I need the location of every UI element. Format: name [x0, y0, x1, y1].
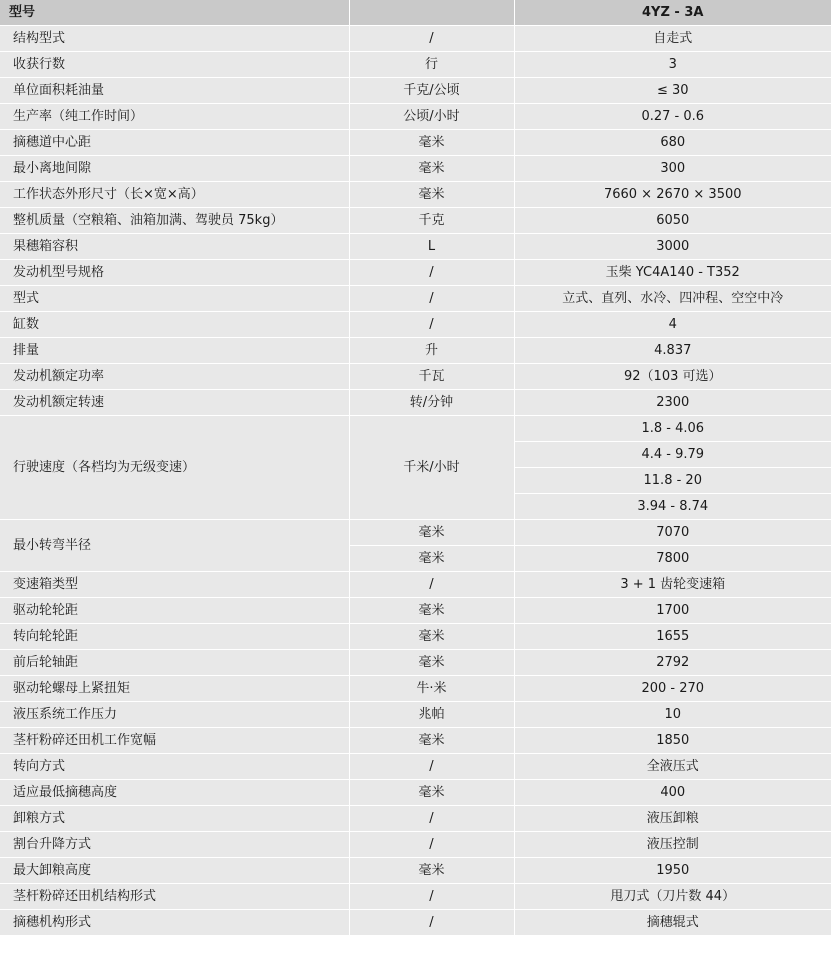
spec-name: 收获行数 [0, 52, 349, 78]
spec-name: 适应最低摘穗高度 [0, 780, 349, 806]
spec-name: 转向轮轮距 [0, 624, 349, 650]
spec-name: 前后轮轴距 [0, 650, 349, 676]
spec-unit: 公顷/小时 [349, 104, 514, 130]
table-row [0, 806, 831, 832]
table-row [0, 780, 831, 806]
spec-name: 排量 [0, 338, 349, 364]
spec-value: 200 - 270 [514, 676, 831, 702]
spec-unit: 兆帕 [349, 702, 514, 728]
spec-name: 结构型式 [0, 26, 349, 52]
spec-value: 玉柴 YC4A140 - T352 [514, 260, 831, 286]
spec-name: 最小离地间隙 [0, 156, 349, 182]
spec-unit: 毫米 [349, 130, 514, 156]
spec-value: 11.8 - 20 [514, 468, 831, 494]
spec-name: 生产率（纯工作时间） [0, 104, 349, 130]
table-row [0, 390, 831, 416]
spec-unit: / [349, 910, 514, 936]
spec-value: 10 [514, 702, 831, 728]
spec-value: 7660 × 2670 × 3500 [514, 182, 831, 208]
header-model-label: 型号 [0, 0, 349, 26]
table-row [0, 104, 831, 130]
table-row [0, 676, 831, 702]
spec-unit: L [349, 234, 514, 260]
spec-unit: 毫米 [349, 624, 514, 650]
spec-unit: 牛·米 [349, 676, 514, 702]
spec-unit: / [349, 572, 514, 598]
spec-name: 割台升降方式 [0, 832, 349, 858]
spec-unit: / [349, 884, 514, 910]
spec-unit: 毫米 [349, 598, 514, 624]
spec-unit: 毫米 [349, 546, 514, 572]
table-row [0, 624, 831, 650]
spec-value: 3 + 1 齿轮变速箱 [514, 572, 831, 598]
spec-value: 1.8 - 4.06 [514, 416, 831, 442]
spec-unit: 千克 [349, 208, 514, 234]
spec-value: 7070 [514, 520, 831, 546]
spec-value: 0.27 - 0.6 [514, 104, 831, 130]
table-row [0, 182, 831, 208]
spec-unit: 千克/公顷 [349, 78, 514, 104]
table-row [0, 208, 831, 234]
table-row [0, 26, 831, 52]
spec-value: 液压卸粮 [514, 806, 831, 832]
table-row [0, 858, 831, 884]
spec-name: 工作状态外形尺寸（长×宽×高） [0, 182, 349, 208]
spec-value: 全液压式 [514, 754, 831, 780]
spec-unit: 毫米 [349, 650, 514, 676]
spec-value: ≤ 30 [514, 78, 831, 104]
spec-name: 型式 [0, 286, 349, 312]
spec-name: 发动机型号规格 [0, 260, 349, 286]
spec-value: 4.4 - 9.79 [514, 442, 831, 468]
table-row [0, 832, 831, 858]
spec-unit: 升 [349, 338, 514, 364]
spec-name: 驱动轮轮距 [0, 598, 349, 624]
table-row [0, 234, 831, 260]
spec-value: 甩刀式（刀片数 44） [514, 884, 831, 910]
spec-value: 1655 [514, 624, 831, 650]
table-row [0, 52, 831, 78]
spec-name: 变速箱类型 [0, 572, 349, 598]
table-row [0, 260, 831, 286]
table-row [0, 78, 831, 104]
spec-name: 摘穗机构形式 [0, 910, 349, 936]
spec-name: 液压系统工作压力 [0, 702, 349, 728]
spec-unit: / [349, 806, 514, 832]
table-row [0, 312, 831, 338]
table-row [0, 416, 831, 442]
table-row [0, 702, 831, 728]
spec-name: 单位面积耗油量 [0, 78, 349, 104]
spec-name: 最小转弯半径 [0, 520, 349, 572]
header-row [0, 0, 831, 26]
spec-value: 3 [514, 52, 831, 78]
table-row [0, 156, 831, 182]
spec-unit: / [349, 832, 514, 858]
spec-name: 驱动轮螺母上紧扭矩 [0, 676, 349, 702]
table-row [0, 520, 831, 546]
spec-value: 92（103 可选） [514, 364, 831, 390]
spec-name: 果穗箱容积 [0, 234, 349, 260]
spec-name: 行驶速度（各档均为无级变速） [0, 416, 349, 520]
spec-name: 发动机额定功率 [0, 364, 349, 390]
spec-unit: / [349, 754, 514, 780]
spec-unit: 转/分钟 [349, 390, 514, 416]
spec-name: 卸粮方式 [0, 806, 349, 832]
spec-name: 茎杆粉碎还田机结构形式 [0, 884, 349, 910]
spec-value: 自走式 [514, 26, 831, 52]
spec-name: 茎杆粉碎还田机工作宽幅 [0, 728, 349, 754]
spec-name: 发动机额定转速 [0, 390, 349, 416]
table-row [0, 338, 831, 364]
spec-value: 400 [514, 780, 831, 806]
spec-value: 6050 [514, 208, 831, 234]
spec-unit: 行 [349, 52, 514, 78]
spec-unit: 毫米 [349, 182, 514, 208]
spec-name: 缸数 [0, 312, 349, 338]
spec-unit: / [349, 26, 514, 52]
table-row [0, 910, 831, 936]
spec-value: 2300 [514, 390, 831, 416]
spec-unit: 千米/小时 [349, 416, 514, 520]
spec-unit: / [349, 260, 514, 286]
header-unit [349, 0, 514, 26]
table-row [0, 754, 831, 780]
spec-value: 1850 [514, 728, 831, 754]
spec-value: 3000 [514, 234, 831, 260]
spec-value: 3.94 - 8.74 [514, 494, 831, 520]
table-row [0, 130, 831, 156]
spec-name: 整机质量（空粮箱、油箱加满、驾驶员 75kg） [0, 208, 349, 234]
spec-value: 摘穗辊式 [514, 910, 831, 936]
spec-value: 4.837 [514, 338, 831, 364]
table-row [0, 286, 831, 312]
spec-value: 1700 [514, 598, 831, 624]
spec-unit: 毫米 [349, 520, 514, 546]
spec-unit: / [349, 286, 514, 312]
spec-value: 4 [514, 312, 831, 338]
spec-unit: 毫米 [349, 780, 514, 806]
table-row [0, 598, 831, 624]
spec-value: 立式、直列、水冷、四冲程、空空中冷 [514, 286, 831, 312]
header-model-value: 4YZ - 3A [514, 0, 831, 26]
spec-name: 转向方式 [0, 754, 349, 780]
spec-name: 摘穗道中心距 [0, 130, 349, 156]
spec-value: 1950 [514, 858, 831, 884]
spec-name: 最大卸粮高度 [0, 858, 349, 884]
spec-unit: 毫米 [349, 858, 514, 884]
table-row [0, 364, 831, 390]
table-row [0, 650, 831, 676]
spec-body [0, 26, 831, 936]
spec-value: 液压控制 [514, 832, 831, 858]
spec-value: 7800 [514, 546, 831, 572]
table-row [0, 884, 831, 910]
table-row [0, 728, 831, 754]
spec-value: 300 [514, 156, 831, 182]
spec-unit: 毫米 [349, 728, 514, 754]
spec-unit: 千瓦 [349, 364, 514, 390]
table-row [0, 572, 831, 598]
spec-value: 2792 [514, 650, 831, 676]
spec-unit: 毫米 [349, 156, 514, 182]
spec-value: 680 [514, 130, 831, 156]
spec-unit: / [349, 312, 514, 338]
